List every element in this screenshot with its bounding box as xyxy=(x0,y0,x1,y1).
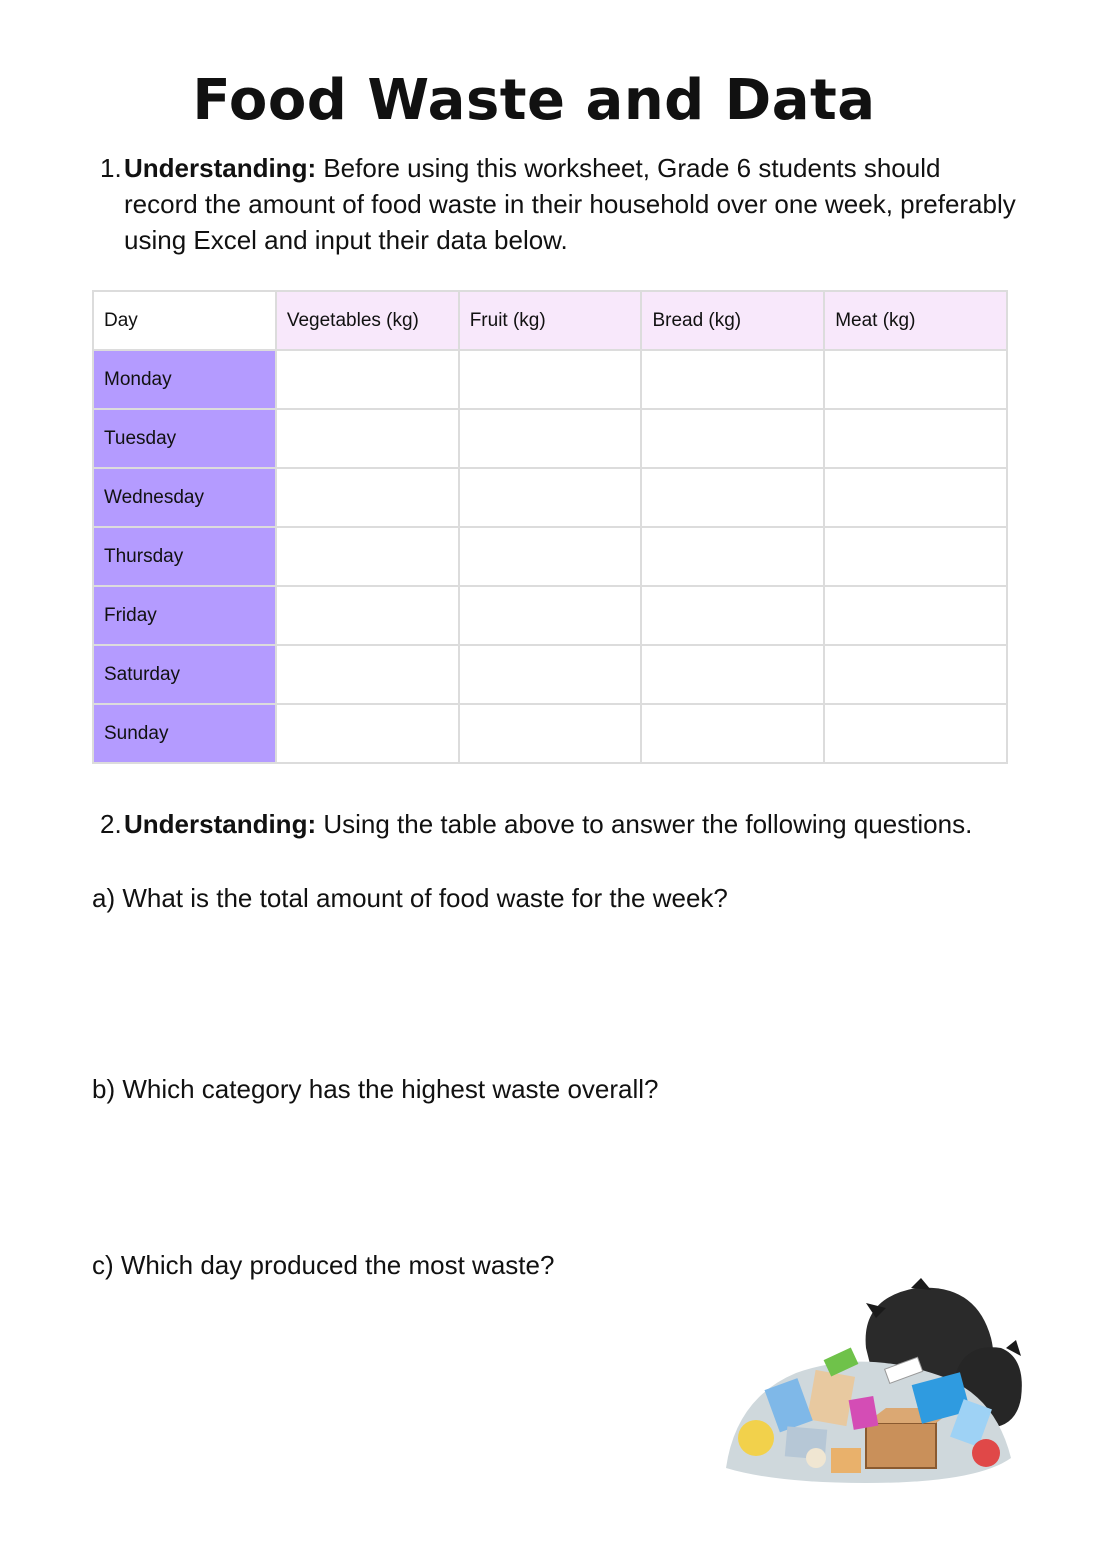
input-cell[interactable] xyxy=(824,645,1007,704)
day-cell: Monday xyxy=(93,350,276,409)
table-row xyxy=(93,409,1007,468)
input-cell[interactable] xyxy=(824,704,1007,763)
input-cell[interactable] xyxy=(276,350,459,409)
table-row xyxy=(93,350,1007,409)
page-title: Food Waste and Data xyxy=(192,68,876,133)
header-day: Day xyxy=(93,291,276,350)
table-row xyxy=(93,527,1007,586)
question-label: Understanding: xyxy=(124,809,317,839)
input-cell[interactable] xyxy=(824,527,1007,586)
question-a: a) What is the total amount of food waste for the week? xyxy=(92,883,728,913)
question-1 xyxy=(100,150,1020,258)
header-meat: Meat (kg) xyxy=(824,291,1007,350)
input-cell[interactable] xyxy=(276,468,459,527)
input-cell[interactable] xyxy=(276,527,459,586)
input-cell[interactable] xyxy=(641,704,824,763)
input-cell[interactable] xyxy=(824,586,1007,645)
header-bread: Bread (kg) xyxy=(641,291,824,350)
table-header-row xyxy=(93,291,1007,350)
input-cell[interactable] xyxy=(641,468,824,527)
day-cell: Saturday xyxy=(93,645,276,704)
question-body: Using the table above to answer the following questions. xyxy=(316,809,973,839)
input-cell[interactable] xyxy=(459,350,642,409)
input-cell[interactable] xyxy=(459,409,642,468)
input-cell[interactable] xyxy=(276,704,459,763)
table-row xyxy=(93,586,1007,645)
question-text xyxy=(124,806,1040,842)
input-cell[interactable] xyxy=(276,645,459,704)
input-cell[interactable] xyxy=(824,409,1007,468)
day-cell: Wednesday xyxy=(93,468,276,527)
question-label: Understanding: xyxy=(124,153,317,183)
input-cell[interactable] xyxy=(276,586,459,645)
day-cell: Friday xyxy=(93,586,276,645)
table-row xyxy=(93,468,1007,527)
input-cell[interactable] xyxy=(459,645,642,704)
table-row xyxy=(93,704,1007,763)
input-cell[interactable] xyxy=(641,409,824,468)
table-row xyxy=(93,645,1007,704)
input-cell[interactable] xyxy=(459,527,642,586)
header-vegetables: Vegetables (kg) xyxy=(276,291,459,350)
input-cell[interactable] xyxy=(641,586,824,645)
header-fruit: Fruit (kg) xyxy=(459,291,642,350)
question-b: b) Which category has the highest waste overall? xyxy=(92,1074,659,1104)
question-2 xyxy=(100,806,1040,842)
day-cell: Sunday xyxy=(93,704,276,763)
input-cell[interactable] xyxy=(459,586,642,645)
question-text xyxy=(124,150,1020,258)
question-body: Before using this worksheet, Grade 6 students should record the amount of food waste in their household over one week, preferably using Excel and input their data below. xyxy=(124,153,1016,255)
question-number: 2. xyxy=(100,809,122,839)
input-cell[interactable] xyxy=(641,527,824,586)
input-cell[interactable] xyxy=(459,468,642,527)
input-cell[interactable] xyxy=(459,704,642,763)
food-waste-table xyxy=(92,290,1008,764)
input-cell[interactable] xyxy=(641,645,824,704)
input-cell[interactable] xyxy=(824,350,1007,409)
input-cell[interactable] xyxy=(641,350,824,409)
day-cell: Thursday xyxy=(93,527,276,586)
day-cell: Tuesday xyxy=(93,409,276,468)
trash-pile-illustration xyxy=(716,1278,1026,1493)
input-cell[interactable] xyxy=(276,409,459,468)
input-cell[interactable] xyxy=(824,468,1007,527)
question-number: 1. xyxy=(100,153,122,183)
question-c: c) Which day produced the most waste? xyxy=(92,1250,555,1280)
